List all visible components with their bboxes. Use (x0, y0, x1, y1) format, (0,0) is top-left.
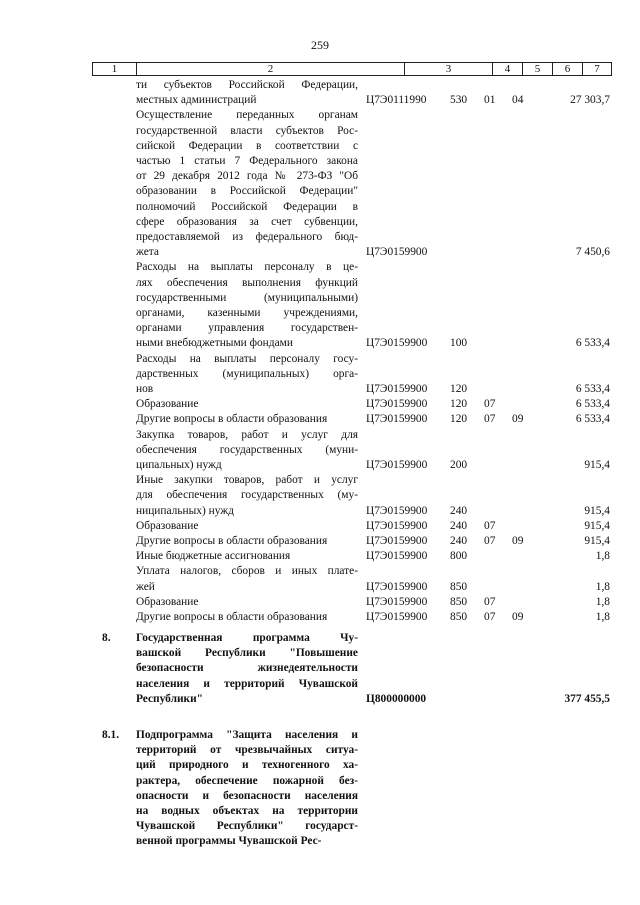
description-line: Республики" (136, 692, 203, 705)
description-line: дарственных (муниципальных) орга- (136, 367, 358, 380)
code-cell: Ц7Э0111990 (366, 94, 427, 107)
description-line: государственной власти субъектов Рос- (136, 124, 358, 137)
description-line: безопасности жизнедеятельности (136, 662, 358, 675)
section-cell: 07 (484, 398, 496, 411)
table-row (0, 610, 640, 625)
description-line: органами, казенными учреждениями, (136, 306, 358, 319)
header-col-2: 2 (137, 63, 405, 75)
description-line: Другие вопросы в области образования (136, 413, 328, 426)
description-line: государственными (муниципальными) (136, 291, 358, 304)
row-description (136, 260, 358, 351)
section-cell: 07 (484, 519, 496, 532)
table-row (0, 595, 640, 610)
row-description (136, 595, 358, 610)
amount-cell: 377 455,5 (564, 692, 610, 705)
header-col-1: 1 (93, 63, 137, 75)
description-line: рактера, обеспечение пожарной без- (136, 774, 358, 787)
row-description (136, 473, 358, 519)
row-description (136, 352, 358, 398)
section-cell: 07 (484, 413, 496, 426)
row-description (136, 108, 358, 260)
description-line: Закупка товаров, работ и услуг для (136, 428, 358, 441)
code-cell: Ц7Э0159900 (366, 337, 428, 350)
description-line: частью 1 статьи 7 Федерального закона (136, 154, 358, 167)
description-line: населения и территорий Чувашской (136, 677, 358, 690)
row-description (136, 428, 358, 474)
code-cell: Ц7Э0159900 (366, 580, 428, 593)
section-cell: 07 (484, 595, 496, 608)
code-cell: Ц7Э0159900 (366, 398, 428, 411)
description-line: лях обеспечения выполнения функций (136, 276, 358, 289)
code-cell: Ц7Э0159900 (366, 550, 428, 563)
code-cell: Ц800000000 (366, 692, 427, 705)
description-line: жей (136, 580, 155, 593)
description-line: Государственная программа Чу- (136, 632, 358, 644)
description-line: Осуществление переданных органам (136, 109, 358, 122)
description-line: Другие вопросы в области образования (136, 535, 328, 547)
description-line: для обеспечения государственных (му- (136, 489, 358, 502)
row-description (136, 412, 358, 427)
amount-cell: 915,4 (584, 458, 610, 471)
table-row (0, 352, 640, 398)
description-line: вашской Республики "Повышение (136, 647, 358, 660)
code-cell: Ц7Э0159900 (366, 382, 428, 395)
table-row (0, 564, 640, 594)
table-row (0, 412, 640, 427)
code-cell: Ц7Э0159900 (366, 504, 428, 517)
description-line: Образование (136, 595, 199, 608)
code-cell: Ц7Э0159900 (366, 413, 428, 426)
expense-type-cell: 120 (450, 413, 468, 426)
subsection-cell: 04 (512, 94, 524, 107)
description-line: территорий от чрезвычайных ситуа- (136, 744, 358, 757)
header-col-3: 3 (405, 63, 493, 75)
table-row (0, 108, 640, 260)
amount-cell: 915,4 (584, 519, 610, 532)
amount-cell: 1,8 (595, 611, 610, 623)
row-description (136, 397, 358, 412)
row-description (136, 534, 358, 549)
row-description (136, 610, 358, 625)
table-row (0, 534, 640, 549)
description-line: Образование (136, 519, 199, 532)
row-description (136, 78, 358, 108)
section-number: 8.1. (102, 729, 120, 741)
description-line: Подпрограмма "Защита населения и (136, 729, 358, 741)
code-cell: Ц7Э0159900 (366, 246, 428, 259)
description-line: Иные закупки товаров, работ и услуг (136, 474, 358, 487)
subsection-cell: 09 (512, 413, 524, 426)
amount-cell: 1,8 (595, 550, 610, 563)
section-row (0, 728, 640, 850)
description-line: Чувашской Республики" государст- (136, 820, 358, 833)
row-description (136, 564, 358, 594)
code-cell: Ц7Э0159900 (366, 535, 428, 547)
description-line: ными внебюджетными фондами (136, 337, 293, 350)
amount-cell: 6 533,4 (575, 413, 610, 426)
page-number: 259 (311, 38, 329, 52)
section-cell: 07 (484, 535, 496, 547)
description-line: опасности и безопасности населения (136, 789, 358, 802)
section-number: 8. (102, 632, 111, 644)
expense-type-cell: 200 (450, 458, 468, 471)
expense-type-cell: 800 (450, 550, 468, 563)
description-line: ций природного и техногенного ха- (136, 759, 358, 772)
description-line: Другие вопросы в области образования (136, 611, 328, 623)
description-line: Уплата налогов, сборов и иных плате- (136, 565, 358, 578)
table-row (0, 397, 640, 412)
header-col-5: 5 (523, 63, 553, 75)
description-line: Расходы на выплаты персоналу в це- (136, 261, 358, 274)
subsection-cell: 09 (512, 535, 524, 547)
description-line: ти субъектов Российской Федерации, (136, 79, 358, 91)
amount-cell: 915,4 (584, 504, 610, 517)
expense-type-cell: 240 (450, 504, 468, 517)
description-line: местных администраций (136, 94, 257, 107)
expense-type-cell: 530 (450, 94, 468, 107)
expense-type-cell: 240 (450, 519, 468, 532)
expense-type-cell: 100 (450, 337, 468, 350)
table-row (0, 519, 640, 534)
description-line: ципальных) нужд (136, 458, 222, 471)
table-row (0, 260, 640, 351)
expense-type-cell: 240 (450, 535, 468, 547)
description-line: от 29 декабря 2012 года № 273-ФЗ "Об (136, 170, 358, 183)
description-line: Иные бюджетные ассигнования (136, 550, 291, 563)
expense-type-cell: 120 (450, 382, 468, 395)
amount-cell: 7 450,6 (575, 246, 610, 259)
amount-cell: 1,8 (595, 580, 610, 593)
row-description (136, 519, 358, 534)
table-row (0, 428, 640, 474)
description-line: предоставляемой из федерального бюд- (136, 230, 358, 243)
expense-type-cell: 120 (450, 398, 468, 411)
row-description (136, 728, 358, 850)
section-row (0, 631, 640, 707)
description-line: Образование (136, 398, 199, 411)
amount-cell: 1,8 (595, 595, 610, 608)
table-header (92, 62, 612, 76)
expense-type-cell: 850 (450, 611, 468, 623)
code-cell: Ц7Э0159900 (366, 611, 428, 623)
code-cell: Ц7Э0159900 (366, 595, 428, 608)
amount-cell: 6 533,4 (575, 382, 610, 395)
row-description (136, 631, 358, 707)
description-line: на водных объектах на территории (136, 804, 358, 817)
description-line: полномочий Российской Федерации в (136, 200, 358, 213)
section-cell: 01 (484, 94, 496, 107)
amount-cell: 27 303,7 (570, 94, 610, 107)
header-col-7: 7 (594, 63, 600, 75)
row-description (136, 549, 358, 564)
description-line: венной программы Чувашской Рес- (136, 835, 322, 848)
amount-cell: 6 533,4 (575, 337, 610, 350)
amount-cell: 6 533,4 (575, 398, 610, 411)
amount-cell: 915,4 (584, 535, 610, 547)
description-line: органами управления государствен- (136, 322, 358, 335)
subsection-cell: 09 (512, 611, 524, 623)
description-line: ниципальных) нужд (136, 504, 234, 517)
table-row (0, 549, 640, 564)
description-line: жета (136, 246, 159, 259)
description-line: нов (136, 382, 154, 395)
table-row (0, 78, 640, 108)
section-cell: 07 (484, 611, 496, 623)
header-col-6: 6 (553, 63, 583, 75)
expense-type-cell: 850 (450, 595, 468, 608)
description-line: сфере образования за счет субвенции, (136, 215, 358, 228)
code-cell: Ц7Э0159900 (366, 458, 428, 471)
description-line: Расходы на выплаты персоналу госу- (136, 352, 358, 365)
code-cell: Ц7Э0159900 (366, 519, 428, 532)
description-line: образовании в Российской Федерации" (136, 185, 358, 198)
description-line: сийской Федерации в соответствии с (136, 139, 358, 152)
table-row (0, 473, 640, 519)
header-col-4: 4 (493, 63, 523, 75)
expense-type-cell: 850 (450, 580, 468, 593)
description-line: обеспечения государственных (муни- (136, 443, 358, 456)
